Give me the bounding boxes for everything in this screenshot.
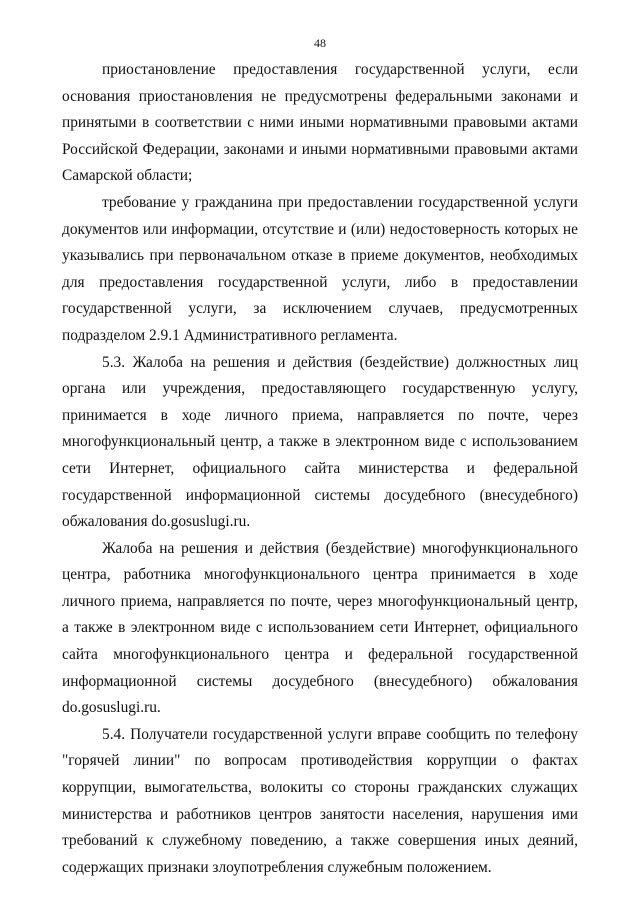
page-number: 48 xyxy=(314,36,326,50)
paragraph-5-3-complaint-officials: 5.3. Жалоба на решения и действия (бездействие) должностных лиц органа или учреждения, предоставляющего государственную услугу, принимается в ходе личного приема, направляется по почте, через многофункциональный центр, а также в электронном виде с использованием сети Интернет, официального сайта министерства и федеральной государственной информационной системы досудебного (внесудебного) обжалования do.gosuslugi.ru. xyxy=(62,353,578,531)
paragraph-suspension-grounds: приостановление предоставления государственной услуги, если основания приостановления не предусмотрены федеральными законами и принятыми в соответствии с ними иными нормативными правовыми актами Российской Федерации, законами и иными нормативными правовыми актами Самарской области; xyxy=(62,61,578,185)
paragraph-document-requirement: требование у гражданина при предоставлении государственной услуги документов или информации, отсутствие и (или) недостоверность которых не указывались при первоначальном отказе в приеме документов, необходимых для предоставления государственной услуги, либо в предоставлении государственной услуги, за исключением случаев, предусмотренных подразделом 2.9.1 Административного регламента. xyxy=(62,193,578,344)
document-body xyxy=(62,57,578,881)
paragraph-5-4-hotline: 5.4. Получатели государственной услуги вправе сообщить по телефону "горячей линии" по вопросам противодействия коррупции о фактах коррупции, вымогательства, волокиты со стороны гражданских служащих министерства и работников центров занятости населения, нарушения ими требований к служебному поведению, а также совершения иных деяний, содержащих признаки злоупотребления служебным положением. xyxy=(62,725,578,876)
paragraph-complaint-mfc: Жалоба на решения и действия (бездействие) многофункционального центра, работника многофункционального центра принимается в ходе личного приема, направляется по почте, через многофункциональный центр, а также в электронном виде с использованием сети Интернет, официального сайта многофункционального центра и федеральной государственной информационной системы досудебного (внесудебного) обжалования do.gosuslugi.ru. xyxy=(62,539,578,717)
